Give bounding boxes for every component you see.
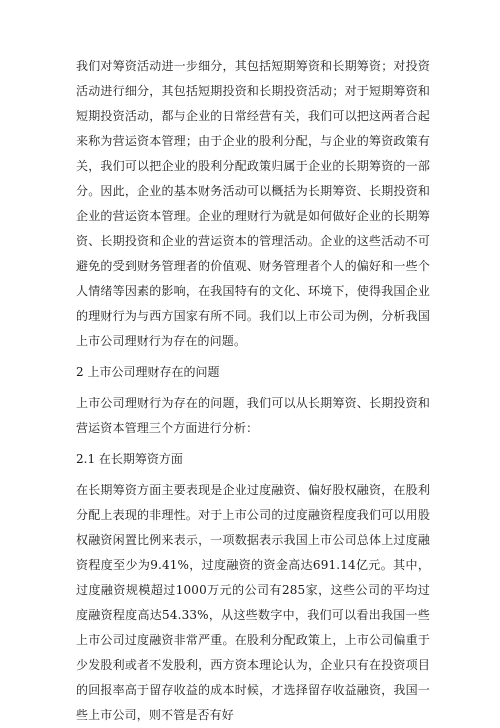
paragraph-financing-activities: 我们对筹资活动进一步细分，其包括短期筹资和长期筹资；对投资活动进行细分，其包括短期投资和长期投资活动；对于短期筹资和短期投资活动，都与企业的日常经营有关，我们可以把这两者合起来称为营运资本管理；由于企业的股利分配，与企业的筹资政策有关，我们可以把企业的股利分配政策归属于企业的长期筹资的一部分。因此，企业的基本财务活动可以概括为长期筹资、长期投资和企业的营运资本管理。企业的理财行为就是如何做好企业的长期筹资、长期投资和企业的营运资本的管理活动。企业的这些活动不可避免的受到财务管理者的价值观、财务管理者个人的偏好和一些个人情绪等因素的影响，在我国特有的文化、环境下，使得我国企业的理财行为与西方国家有所不同。我们以上市公司为例，分析我国上市公司理财行为存在的问题。 — [76, 59, 430, 348]
section-heading-2-1: 2.1 在长期筹资方面 — [76, 452, 183, 466]
paragraph-problem-intro: 上市公司理财行为存在的问题，我们可以从长期筹资、长期投资和营运资本管理三个方面进行分析： — [76, 396, 430, 435]
paragraph-long-term-financing: 在长期筹资方面主要表现是企业过度融资、偏好股权融资，在股利分配上表现的非理性。对于上市公司的过度融资程度我们可以用股权融资闲置比例来表示，一项数据表示我国上市公司总体上过度融资程度至少为9.41%，过度融资的资金高达691.14亿元。其中，过度融资规模超过1000万元的公司有285家，这些公司的平均过度融资程度高达54.33%，从这些数字中，我们可以看出我国一些上市公司过度融资非常严重。在股利分配政策上，上市公司偏重于少发股利或者不发股利，西方资本理论认为，企业只有在投资项目的回报率高于留存收益的成本时候，才选择留存收益融资，我国一些上市公司，则不管是否有好 — [76, 483, 430, 722]
document-body — [76, 54, 430, 728]
section-heading-2: 2 上市公司理财存在的问题 — [76, 365, 220, 379]
